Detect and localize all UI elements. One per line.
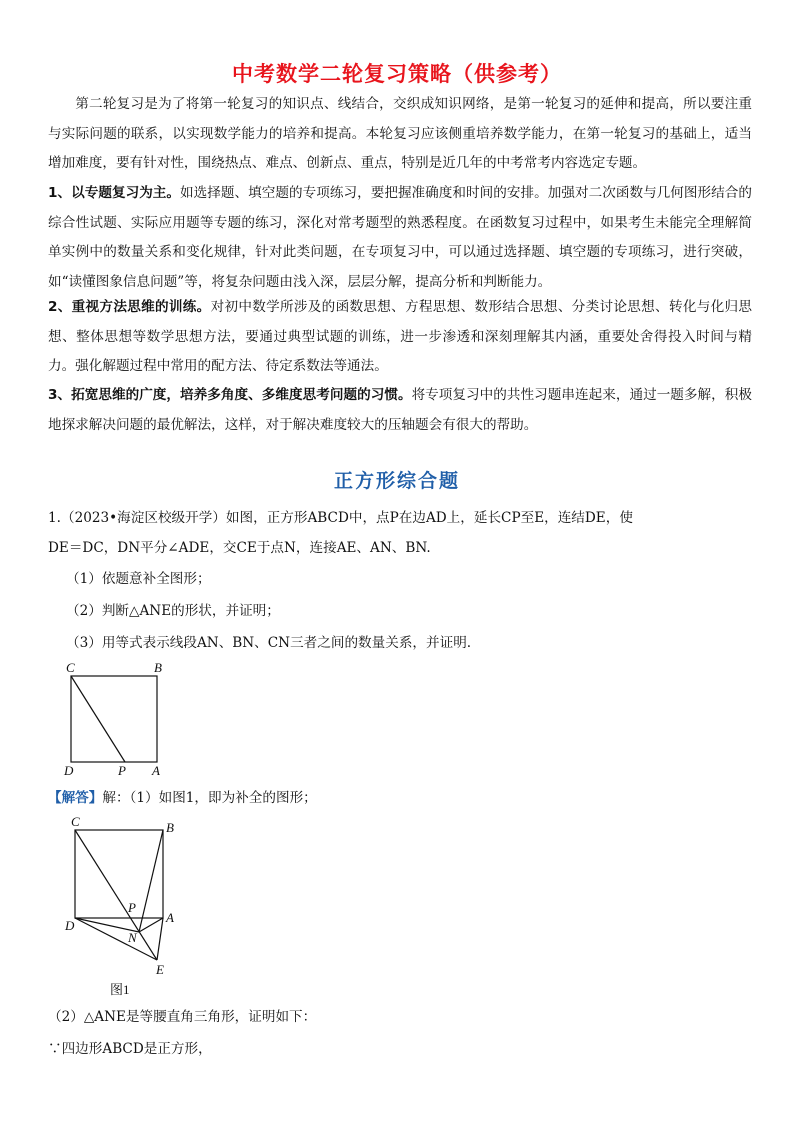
section-title: 正方形综合题 [333,470,460,492]
label-a: A [166,910,174,925]
intro-text: 第二轮复习是为了将第一轮复习的知识点、线结合，交织成知识网络，是第一轮复习的延伸和提高，所以要注重与实际问题的联系，以实现数学能力的培养和提高。本轮复习应该侧重培养数学能力，在第一轮复习的基础上，适当增加难度，要有针对性，围绕热点、难点、创新点、重点，特别是近几年的中考常考内容选定专题。 [48,96,752,171]
label-n: N [128,930,137,945]
question-1: （1）依题意补全图形； [66,571,211,587]
segment-cp [71,676,125,762]
strategy-3-heading: 3、拓宽思维的广度，培养多角度、多维度思考问题的习惯。 [48,387,412,403]
segment-bn [139,830,163,932]
square-abcd-completed [75,830,163,918]
label-b: B [154,660,162,675]
strategy-1-heading: 1、以专题复习为主。 [48,185,181,201]
answer-line-3: ∵四边形ABCD是正方形， [48,1041,212,1057]
segment-ce [75,830,157,960]
figure-caption: 图1 [110,982,130,997]
strategy-2 [48,293,752,382]
answer-line-1 [48,788,758,808]
problem-line-2: DE＝DC，DN平分∠ADE，交CE于点N，连接AE、AN、BN. [48,540,431,556]
label-b: B [166,820,174,835]
label-c: C [66,660,75,675]
label-c: C [71,814,80,829]
figure-1-completed [60,810,190,1000]
strategy-1 [48,179,752,297]
figure-square-original [60,656,180,780]
answer-tag: 【解答】 [48,790,103,806]
label-p: P [118,763,126,778]
label-p: P [128,900,136,915]
segment-ae [157,918,163,960]
label-d: D [64,763,74,778]
square-abcd [71,676,157,762]
answer-line-2: （2）△ANE是等腰直角三角形，证明如下： [48,1009,317,1025]
page-title: 中考数学二轮复习策略（供参考） [232,62,562,86]
label-a: A [152,763,160,778]
segment-an [139,918,163,932]
strategy-1-text: 如选择题、填空题的专项练习，要把握准确度和时间的安排。加强对二次函数与几何图形结合的综合性试题、实际应用题等专题的练习，深化对常考题型的熟悉程度。在函数复习过程中，如果考生未能完全理解简单实例中的数量关系和变化规律，针对此类问题，在专项复习中，可以通过选择题、填空题的专项练习，进行突破，如“读懂图象信息问题”等，将复杂问题由浅入深，层层分解，提高分析和判断能力。 [48,185,752,290]
label-d: D [65,918,75,933]
answer-text-1: 解：（1）如图1，即为补全的图形； [102,790,317,806]
question-3: （3）用等式表示线段AN、BN、CN三者之间的数量关系，并证明. [66,635,472,651]
question-2: （2）判断△ANE的形状，并证明； [66,603,280,619]
segment-de [75,918,157,960]
strategy-3 [48,381,752,440]
strategy-2-text: 对初中数学所涉及的函数思想、方程思想、数形结合思想、分类讨论思想、转化与化归思想、整体思想等数学思想方法，要通过典型试题的训练，进一步渗透和深刻理解其内涵，重要处舍得投入时间与精力。强化解题过程中常用的配方法、待定系数法等通法。 [48,299,752,374]
strategy-3-text: 将专项复习中的共性习题串连起来，通过一题多解，积极地探求解决问题的最优解法，这样，对于解决难度较大的压轴题会有很大的帮助。 [48,387,752,433]
intro-paragraph [48,90,752,179]
strategy-2-heading: 2、重视方法思维的训练。 [48,299,211,315]
problem-line-1: 1.（2023•海淀区校级开学）如图，正方形ABCD中，点P在边AD上，延长CP至E，连结DE，使 [48,510,633,526]
label-e: E [156,962,164,977]
